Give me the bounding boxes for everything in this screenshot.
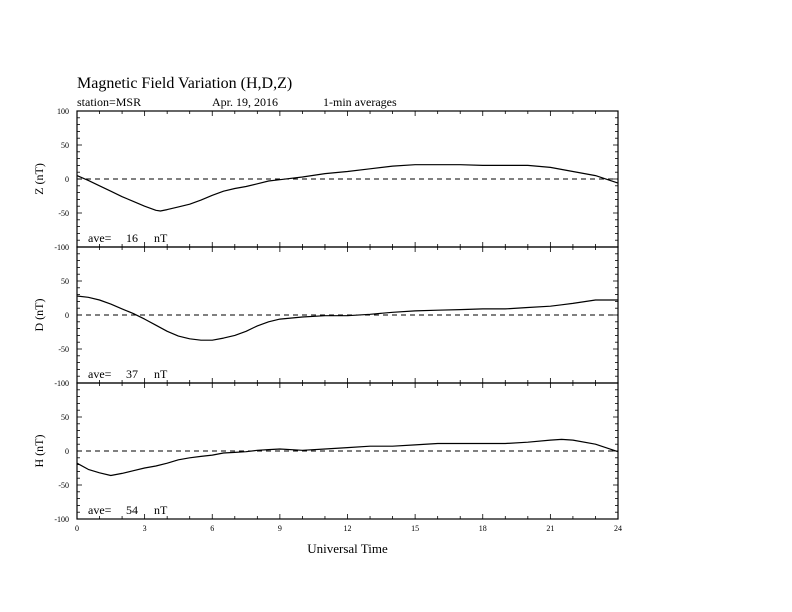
- ave-unit-z: nT: [154, 231, 168, 245]
- y-tick-label-d: 0: [65, 311, 69, 320]
- x-tick-label: 18: [478, 524, 487, 533]
- y-tick-label-h: 0: [65, 447, 69, 456]
- x-tick-label: 9: [277, 524, 282, 533]
- y-tick-label-h: 50: [61, 413, 69, 422]
- y-tick-label-z: 0: [65, 175, 69, 184]
- station-label: station=MSR: [77, 95, 142, 109]
- ave-value-z: 16: [126, 231, 138, 245]
- series-line-h: [77, 439, 618, 475]
- y-axis-label-h: H (nT): [32, 434, 46, 468]
- y-tick-label-z: -50: [58, 209, 69, 218]
- y-tick-label-d: -100: [54, 379, 69, 388]
- series-line-d: [77, 296, 618, 340]
- ave-unit-d: nT: [154, 367, 168, 381]
- x-tick-label: 15: [411, 524, 420, 533]
- y-axis-label-z: Z (nT): [32, 163, 46, 195]
- ave-unit-h: nT: [154, 503, 168, 517]
- x-tick-label: 21: [546, 524, 555, 533]
- date-label: Apr. 19, 2016: [212, 95, 278, 109]
- x-tick-label: 6: [210, 524, 215, 533]
- y-tick-label-z: 100: [57, 107, 69, 116]
- x-axis-label: Universal Time: [307, 541, 388, 556]
- ave-label-d: ave=: [88, 367, 112, 381]
- x-tick-label: 24: [614, 524, 622, 533]
- y-tick-label-d: -50: [58, 345, 69, 354]
- x-tick-label: 0: [75, 524, 79, 533]
- x-tick-label: 3: [142, 524, 147, 533]
- averaging-label: 1-min averages: [323, 95, 397, 109]
- y-tick-label-z: 50: [61, 141, 69, 150]
- x-tick-label: 12: [343, 524, 352, 533]
- y-tick-label-d: 50: [61, 277, 69, 286]
- series-line-z: [77, 165, 618, 211]
- ave-value-d: 37: [126, 367, 138, 381]
- y-tick-label-h: -100: [54, 515, 69, 524]
- ave-label-z: ave=: [88, 231, 112, 245]
- y-tick-label-z: -100: [54, 243, 69, 252]
- y-axis-label-d: D (nT): [32, 298, 46, 332]
- y-tick-label-h: -50: [58, 481, 69, 490]
- chart-title: Magnetic Field Variation (H,D,Z): [77, 75, 293, 92]
- ave-value-h: 54: [126, 503, 138, 517]
- ave-label-h: ave=: [88, 503, 112, 517]
